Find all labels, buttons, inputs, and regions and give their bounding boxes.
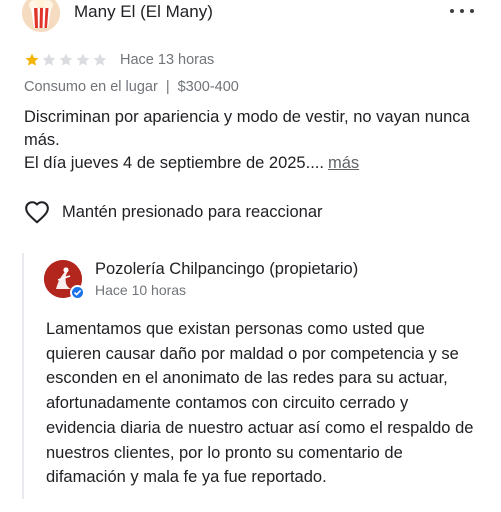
owner-name[interactable]: Pozolería Chilpancingo (propietario): [95, 260, 359, 278]
review-meta: [24, 79, 239, 95]
owner-header: [44, 259, 358, 299]
more-dots-icon: [450, 9, 454, 13]
review-text-line: Discriminan por apariencia y modo de vestir, no vayan nunca más.: [24, 108, 470, 149]
more-link[interactable]: más: [327, 154, 360, 172]
price-range: $300-400: [177, 79, 239, 95]
star-empty-icon: [41, 52, 57, 68]
more-dot: [460, 9, 464, 13]
star-rating: [24, 52, 108, 68]
owner-reply: [22, 253, 494, 499]
review-time: Hace 13 horas: [120, 52, 215, 68]
review-text-truncated: El día jueves 4 de septiembre de 2025....: [24, 154, 324, 172]
owner-reply-time: Hace 10 horas: [95, 282, 187, 298]
popcorn-bucket-icon: [22, 0, 60, 32]
heart-icon: [24, 200, 50, 224]
more-dot: [470, 9, 474, 13]
rating-row: [24, 51, 214, 69]
review-header: [22, 0, 484, 34]
owner-reply-text: Lamentamos que existan personas como usted que quieren causar daño por maldad o por competencia y se esconden en el anonimato de las redes para su actuar, afortunadamente contamos con circuito cerrado y evidencia diaria de nuestro actuar así como el respaldo de nuestros clientes, por lo pronto su comentario de difamación y mala fe ya fue reportado.: [46, 320, 474, 487]
more-options-button[interactable]: [450, 4, 474, 18]
meta-separator: |: [165, 79, 170, 95]
react-button[interactable]: [24, 200, 323, 224]
verified-check-icon: [70, 285, 85, 300]
star-empty-icon: [58, 52, 74, 68]
star-filled-icon: [24, 52, 40, 68]
reviewer-name[interactable]: Many El (El Many): [74, 2, 213, 21]
dining-context: Consumo en el lugar: [24, 79, 158, 95]
react-label: Mantén presionado para reaccionar: [62, 202, 323, 221]
star-empty-icon: [92, 52, 108, 68]
owner-info: [95, 259, 358, 299]
review-text: [24, 106, 484, 175]
star-empty-icon: [75, 52, 91, 68]
owner-avatar[interactable]: [44, 260, 82, 298]
reviewer-avatar[interactable]: [22, 0, 60, 32]
review-text-line: [24, 152, 484, 175]
